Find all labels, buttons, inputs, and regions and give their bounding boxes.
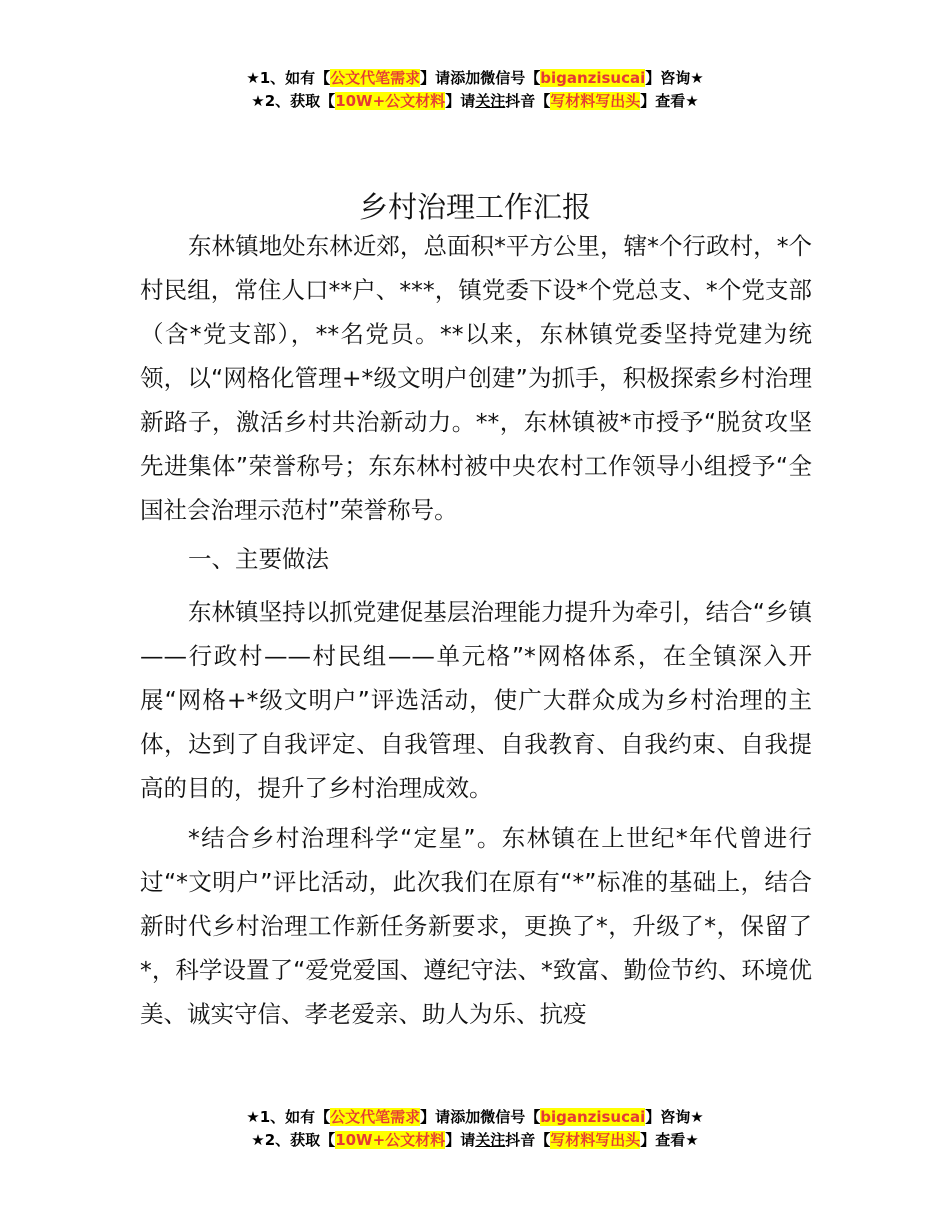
banner-highlight: biganzisucai [540, 69, 646, 87]
document-title: 乡村治理工作汇报 [358, 190, 591, 225]
banner-text: ★1、如有【 [246, 1108, 331, 1126]
banner-text: 】请 [445, 1131, 476, 1149]
footer-banner [0, 1106, 950, 1152]
banner-text: ★2、获取【 [251, 92, 336, 110]
banner-text: 抖音【 [505, 1131, 551, 1149]
banner-highlight: 10W+公文材料 [335, 92, 446, 110]
document-body-section [140, 590, 812, 810]
banner-text: 】咨询★ [645, 69, 704, 87]
banner-highlight: 公文代笔需求 [330, 1108, 421, 1126]
banner-text: 】查看★ [640, 92, 699, 110]
banner-line-2 [0, 1129, 950, 1152]
banner-text: ★2、获取【 [251, 1131, 336, 1149]
document-body-subsection [140, 816, 812, 1036]
banner-highlight: 写材料写出头 [550, 92, 641, 110]
banner-highlight: 公文代笔需求 [330, 69, 421, 87]
header-banner [0, 67, 950, 113]
banner-text: 】请 [420, 69, 451, 87]
paragraph: *结合乡村治理科学“定星”。东林镇在上世纪*年代曾进行过“*文明户”评比活动，此次我们在原有“*”标准的基础上，结合新时代乡村治理工作新任务新要求，更换了*，升级了*，保留了*，科学设置了“爱党爱国、遵纪守法、*致富、勤俭节约、环境优美、诚实守信、孝老爱亲、助人为乐、抗疫 [140, 824, 812, 1028]
banner-emphasis: 关注 [475, 92, 506, 110]
document-body-intro [140, 224, 812, 532]
section-heading-wrapper [140, 537, 812, 581]
banner-line-2 [0, 90, 950, 113]
banner-text: 微信号【 [480, 69, 541, 87]
section-heading: 一、主要做法 [188, 545, 329, 573]
banner-text: ★1、如有【 [246, 69, 331, 87]
banner-emphasis: 关注 [475, 1131, 506, 1149]
banner-text: 抖音【 [505, 92, 551, 110]
banner-line-1 [0, 1106, 950, 1129]
banner-text: 】请 [420, 1108, 451, 1126]
banner-emphasis: 添加 [450, 69, 481, 87]
paragraph: 东林镇地处东林近郊，总面积*平方公里，辖*个行政村，*个村民组，常住人口**户、***，镇党委下设*个党总支、*个党支部（含*党支部），**名党员。**以来，东林镇党委坚持党建为统领，以“网格化管理+*级文明户创建”为抓手，积极探索乡村治理新路子，激活乡村共治新动力。**，东林镇被*市授予“脱贫攻坚先进集体”荣誉称号；东东林村被中央农村工作领导小组授予“全国社会治理示范村”荣誉称号。 [140, 232, 812, 524]
banner-text: 】查看★ [640, 1131, 699, 1149]
banner-text: 微信号【 [480, 1108, 541, 1126]
banner-text: 】咨询★ [645, 1108, 704, 1126]
banner-highlight: 写材料写出头 [550, 1131, 641, 1149]
banner-emphasis: 添加 [450, 1108, 481, 1126]
banner-line-1 [0, 67, 950, 90]
banner-highlight: biganzisucai [540, 1108, 646, 1126]
banner-text: 】请 [445, 92, 476, 110]
paragraph: 东林镇坚持以抓党建促基层治理能力提升为牵引，结合“乡镇——行政村——村民组——单元格”*网格体系，在全镇深入开展“网格+*级文明户”评选活动，使广大群众成为乡村治理的主体，达到了自我评定、自我管理、自我教育、自我约束、自我提高的目的，提升了乡村治理成效。 [140, 598, 812, 802]
banner-highlight: 10W+公文材料 [335, 1131, 446, 1149]
